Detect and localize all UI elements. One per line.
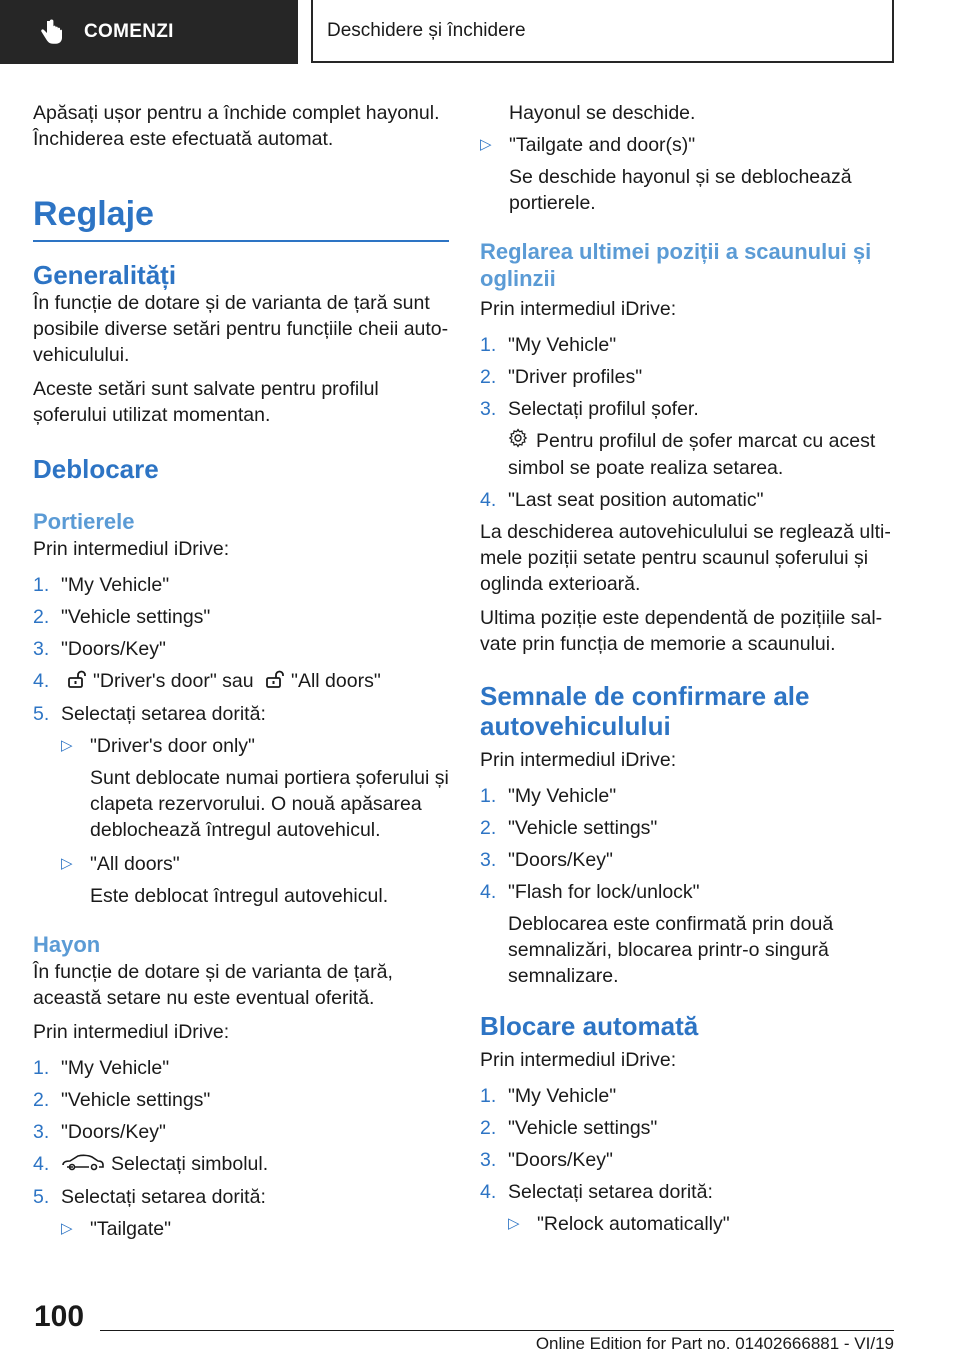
triangle-bullet-icon: ▷ (508, 1215, 520, 1233)
sub-list-item: ▷ "All doors" Este deblocat întregul autovehicul. (61, 852, 389, 907)
sub-list-item: ▷ "Driver's door only" Sunt deblocate numai portiera șoferului și clapeta rezervorului. O nouă apăsarea deblochează întregul autovehicul. (61, 734, 449, 841)
hayon-list (33, 1055, 449, 1242)
poz-paragraph-1: La deschiderea autovehiculului se reglează ultimele poziții setate pentru scaunul șoferului și oglinda exterioară. (480, 521, 891, 596)
list-item: 1. "My Vehicle" (33, 1056, 170, 1079)
blo-list (480, 1083, 896, 1237)
gear-icon (508, 428, 528, 455)
list-item: 1. "My Vehicle" (480, 334, 617, 356)
chapter-label: COMENZI (84, 21, 174, 42)
port-list (33, 572, 449, 909)
list-item: 1. "My Vehicle" (480, 1085, 617, 1108)
list-item: 4. Selectați setarea dorită: ▷ "Relock automatically" (480, 1179, 896, 1237)
intro-paragraph: Apăsați ușor pentru a închide complet hayonul. Închiderea este efectuată automat. (33, 102, 440, 150)
heading-blocare: Blocare automată (480, 1011, 699, 1042)
heading-reglaje: Reglaje (33, 182, 449, 242)
list-item: 4. Selectați simbolul. (33, 1151, 449, 1178)
sem-list (480, 783, 896, 989)
sem-intro: Prin intermediul iDrive: (480, 749, 677, 772)
heading-hayon: Hayon (33, 931, 101, 957)
heading-semnale: Semnale de confirmare ale autovehiculului (480, 681, 810, 742)
list-item: 5. Selectați setarea dorită: ▷ "Driver's door only" Sunt deblocate numai portiera șoferului și clapeta rezervorului. O nouă apăsarea deblochează întregul autovehicul. ▷ "All doors" Este deblocat întregul autovehicul. (33, 702, 449, 907)
unlock-icon (67, 669, 87, 695)
triangle-bullet-icon: ▷ (61, 1219, 73, 1237)
list-item: 4. "Flash for lock/unlock" Deblocarea este confirmată prin două semnalizări, blocarea printr-o singură semnalizare. (480, 881, 834, 988)
list-item: 3. "Doors/Key" (33, 638, 166, 660)
hayon-continued: Hayonul se deschide. (509, 102, 696, 124)
heading-portierele: Portierele (33, 509, 135, 534)
heading-deblocare: Deblocare (33, 454, 159, 484)
gen-paragraph-1: În funcție de dotare și de varianta de țară sunt posibile diverse setări pentru funcțiile cheii autovehiculului. (33, 292, 449, 366)
list-item: 3. "Doors/Key" (480, 1149, 613, 1172)
triangle-bullet-icon: ▷ (61, 736, 73, 754)
hayon-intro: Prin intermediul iDrive: (33, 1020, 230, 1043)
sub-list-item: ▷ "Tailgate and door(s)" Se deschide hayonul și se deblochează portierele. (480, 134, 852, 214)
list-item: 3. "Doors/Key" (480, 849, 613, 872)
heading-generalitati: Generalități (33, 260, 177, 290)
hayon-paragraph: În funcție de dotare și de varianta de țară, această setare nu este eventual oferită. (33, 960, 393, 1009)
list-item: 2. "Vehicle settings" (480, 817, 658, 840)
poz-paragraph-2: Ultima poziție este dependentă de pozițiile salvate prin funcția de memorie a scaunului. (480, 607, 883, 656)
page-number: 100 (34, 1300, 85, 1333)
poz-intro: Prin intermediul iDrive: (480, 298, 677, 320)
list-item: 4. "Driver's door" sau "All doors" (33, 668, 449, 695)
list-item: 2. "Vehicle settings" (480, 1117, 658, 1140)
chapter-tab (0, 0, 298, 64)
triangle-bullet-icon: ▷ (480, 136, 492, 153)
list-item: 3. "Doors/Key" (33, 1120, 166, 1143)
hand-pointer-icon (38, 17, 64, 47)
left-column (33, 100, 449, 1248)
section-title: Deschidere și închidere (311, 0, 894, 63)
poz-list (480, 332, 896, 513)
right-column (480, 100, 896, 1243)
port-intro: Prin intermediul iDrive: (33, 538, 230, 560)
list-item: 2. "Vehicle settings" (33, 1088, 211, 1111)
list-item: 2. "Vehicle settings" (33, 606, 211, 628)
triangle-bullet-icon: ▷ (61, 854, 73, 872)
list-item: 2. "Driver profiles" (480, 366, 643, 388)
heading-pozitie: Reglarea ultimei poziții a scaunului și oglinzii (480, 239, 872, 291)
gen-paragraph-2: Aceste setări sunt salvate pentru profilul șoferului utilizat momentan. (33, 378, 379, 426)
list-item: 1. "My Vehicle" (33, 574, 170, 596)
list-item: 1. "My Vehicle" (480, 785, 617, 808)
list-item: 3. Selectați profilul șofer. Pentru profilul de șofer marcat cu acest simbol se poate realiza setarea. (480, 398, 876, 480)
sub-list-item: ▷ "Tailgate" (61, 1217, 172, 1240)
unlock-icon (265, 669, 285, 695)
list-item: 4. "Last seat position automatic" (480, 489, 764, 512)
car-tailgate-icon (61, 1152, 105, 1178)
list-item: 5. Selectați setarea dorită: ▷ "Tailgate" (33, 1184, 449, 1242)
sub-list-item: ▷ "Relock automatically" (508, 1213, 730, 1236)
footer-divider (100, 1330, 894, 1331)
blo-intro: Prin intermediul iDrive: (480, 1049, 677, 1072)
edition-note: Online Edition for Part no. 01402666881 - VI/19 (535, 1334, 894, 1353)
